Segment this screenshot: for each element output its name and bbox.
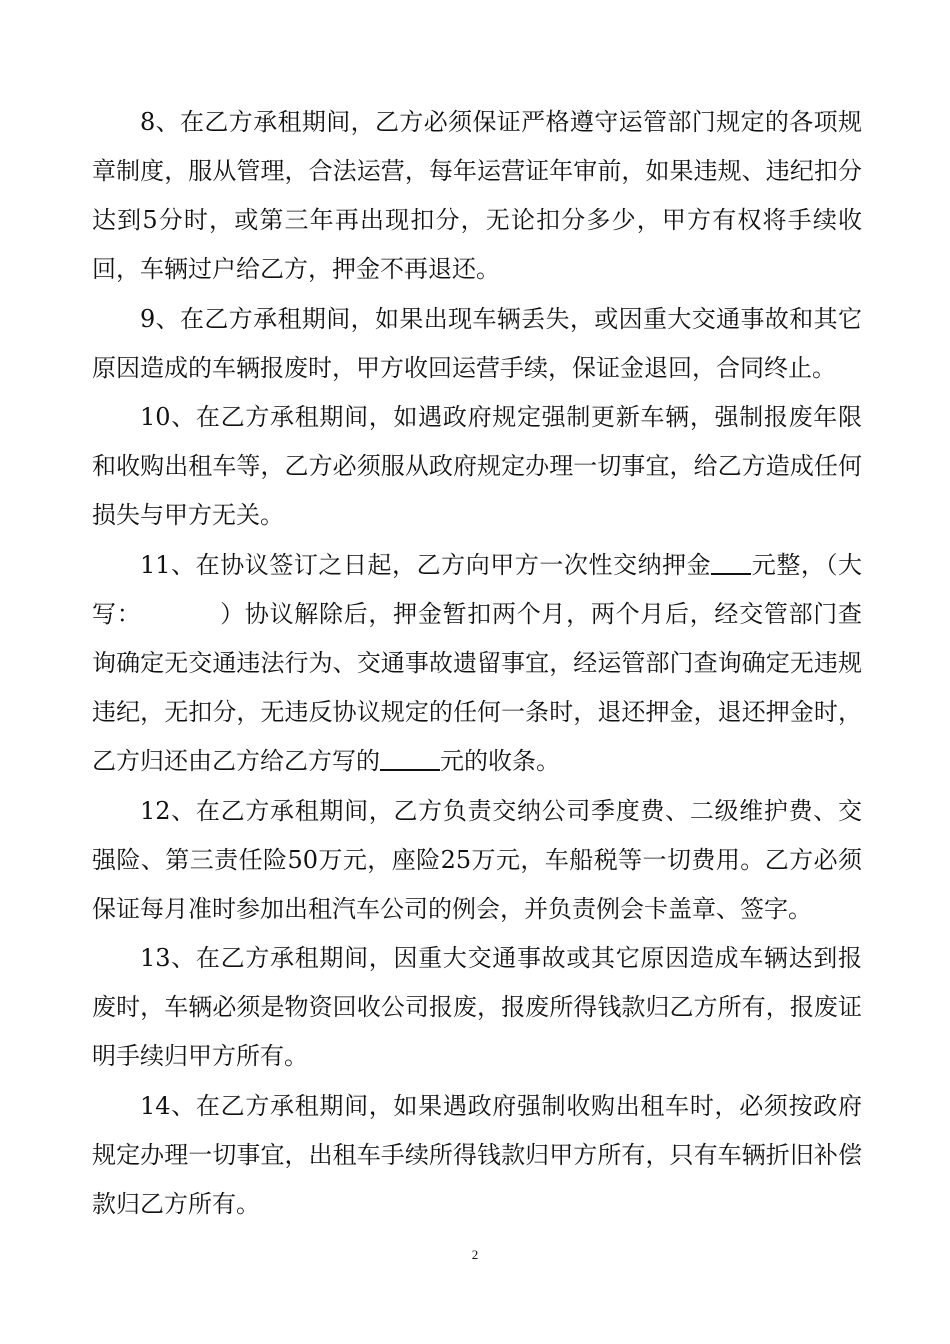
page-number: 2 xyxy=(471,1247,479,1262)
clause-11-text-b: 元整，（大写： xyxy=(92,551,862,629)
clause-11-text-a: 11、在协议签订之日起，乙方向甲方一次性交纳押金 xyxy=(140,551,712,580)
clause-10: 10、在乙方承租期间，如遇政府规定强制更新车辆，强制报废年限和收购出租车等，乙方必须服从政府规定办理一切事宜，给乙方造成任何损失与甲方无关。 xyxy=(92,403,862,530)
clause-8: 8、在乙方承租期间，乙方必须保证严格遵守运管部门规定的各项规章制度，服从管理，合法运营，每年运营证年审前，如果违规、违纪扣分达到5分时，或第三年再出现扣分，无论扣分多少，甲方有权将手续收回，车辆过户给乙方，押金不再退还。 xyxy=(92,108,862,283)
clause-9: 9、在乙方承租期间，如果出现车辆丢失，或因重大交通事故和其它原因造成的车辆报废时，甲方收回运营手续，保证金退回，合同终止。 xyxy=(92,304,862,382)
clause-11-text-d: 元的收条。 xyxy=(440,746,560,775)
document-body xyxy=(92,98,862,1230)
clause-11-text-c: ）协议解除后，押金暂扣两个月，两个月后，经交管部门查询确定无交通违法行为、交通事故遗留事宜，经运管部门查询确定无违规违纪，无扣分，无违反协议规定的任何一条时，退还押金，退还押金时，乙方归还由乙方给乙方写的 xyxy=(92,600,863,775)
clause-12: 12、在乙方承租期间，乙方负责交纳公司季度费、二级维护费、交强险、第三责任险50万元，座险25万元，车船税等一切费用。乙方必须保证每月准时参加出租汽车公司的例会，并负责例会卡盖章、签字。 xyxy=(92,796,862,923)
deposit-amount-blank xyxy=(711,549,751,575)
clause-13: 13、在乙方承租期间，因重大交通事故或其它原因造成车辆达到报废时，车辆必须是物资回收公司报废，报废所得钱款归乙方所有，报废证明手续归甲方所有。 xyxy=(92,944,862,1071)
receipt-amount-blank xyxy=(380,745,440,771)
clause-14: 14、在乙方承租期间，如果遇政府强制收购出租车时，必须按政府规定办理一切事宜，出租车手续所得钱款归甲方所有，只有车辆折旧补偿款归乙方所有。 xyxy=(92,1092,862,1218)
clause-11 xyxy=(92,541,862,786)
